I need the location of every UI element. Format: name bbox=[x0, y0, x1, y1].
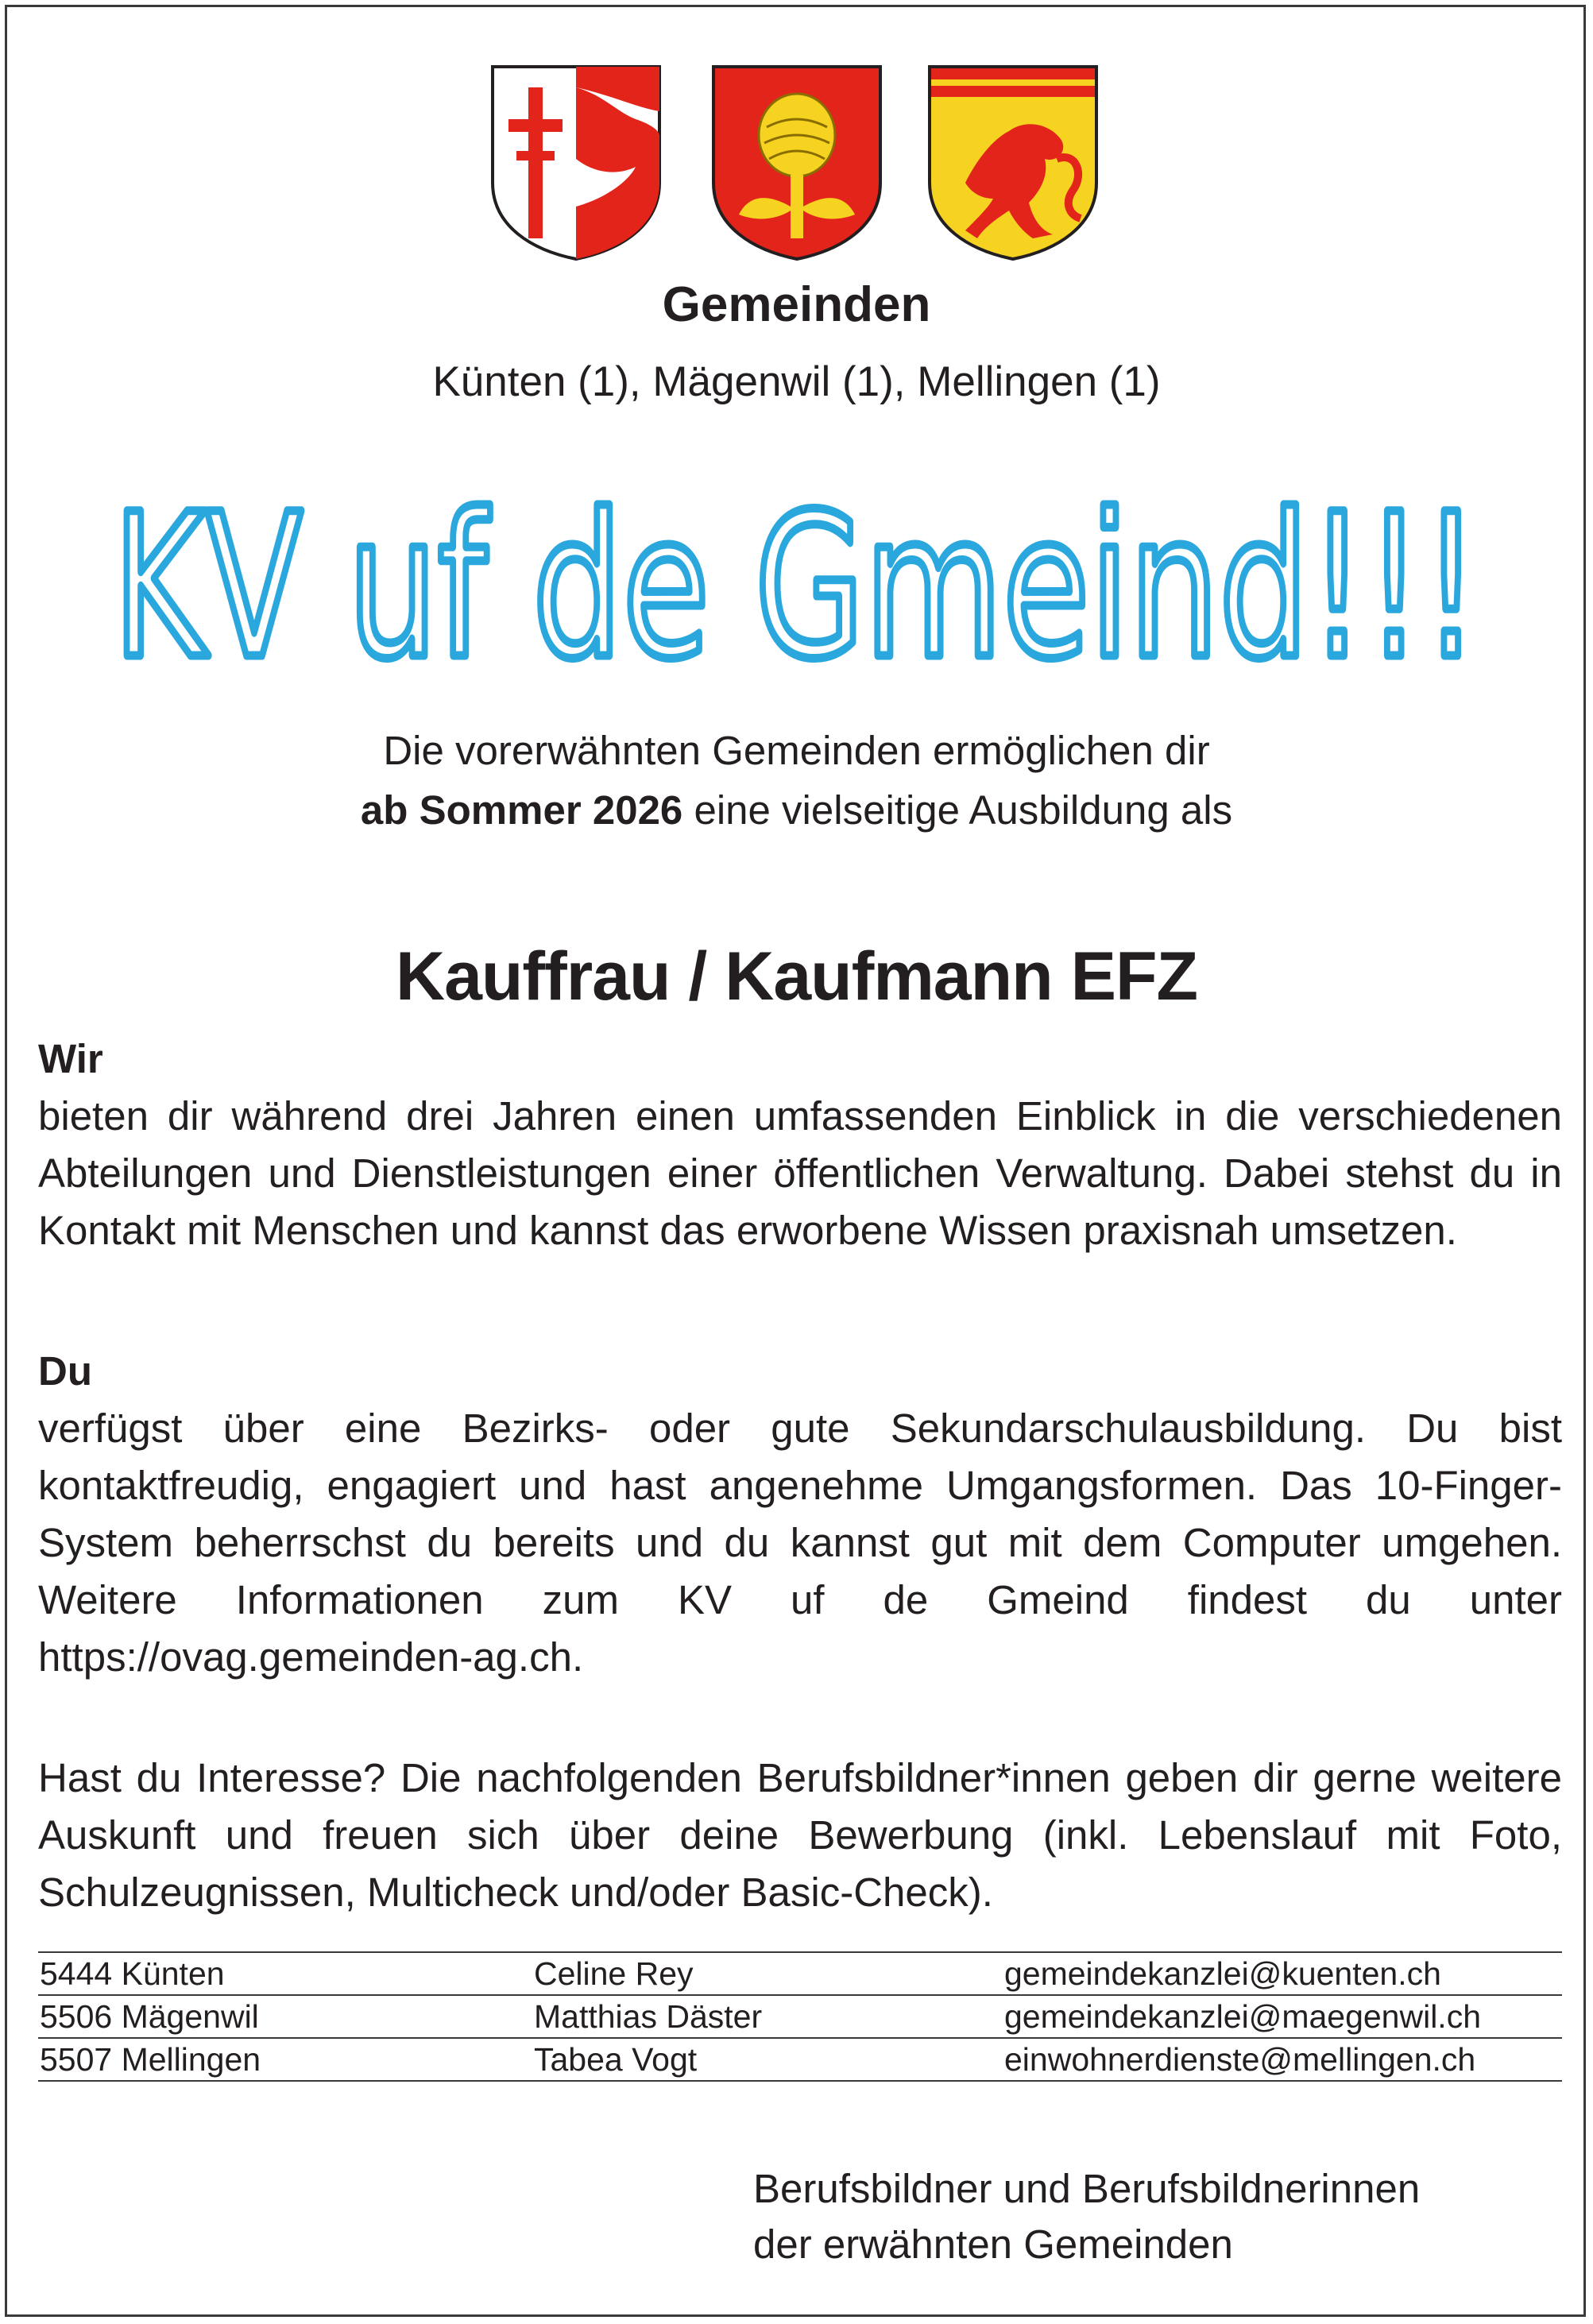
contact-name: Tabea Vogt bbox=[532, 2038, 1003, 2081]
section-du-text: verfügst über eine Bezirks- oder gute Sekundarschulausbildung. Du bist kontaktfreudig, engagiert und hast angenehme Umgangsformen. Das 10-Finger-System beherrschst du bereits und du kannst gut mit dem Computer umgehen. Weitere Informationen zum KV uf de Gmeind findest du unter https://ovag.gemeinden-ag.ch. bbox=[38, 1406, 1562, 1680]
contact-place: 5506 Mägenwil bbox=[38, 1995, 532, 2038]
contact-email[interactable]: gemeindekanzlei@kuenten.ch bbox=[1003, 1952, 1562, 1995]
signature bbox=[753, 2161, 1420, 2272]
signature-line-2: der erwähnten Gemeinden bbox=[753, 2222, 1233, 2267]
section-du-label: Du bbox=[38, 1348, 92, 1394]
intro-line-1: Die vorerwähnten Gemeinden ermöglichen dir bbox=[383, 728, 1210, 773]
contact-name: Matthias Däster bbox=[532, 1995, 1003, 2038]
interest-paragraph: Hast du Interesse? Die nachfolgenden Berufsbildner*innen geben dir gerne weitere Auskunft und freuen sich über deine Bewerbung (inkl. Lebenslauf mit Foto, Schulzeugnissen, Multicheck und/oder Basic-Check). bbox=[38, 1755, 1562, 1915]
table-row bbox=[38, 2038, 1562, 2081]
municipalities-list: Künten (1), Mägenwil (1), Mellingen (1) bbox=[432, 358, 1161, 405]
section-du bbox=[38, 1343, 1562, 1686]
contact-table bbox=[38, 1951, 1562, 2082]
municipalities-heading: Gemeinden bbox=[662, 277, 931, 332]
contact-place: 5507 Mellingen bbox=[38, 2038, 532, 2081]
kuenten-crest-icon bbox=[493, 67, 659, 259]
signature-line-1: Berufsbildner und Berufsbildnerinnen bbox=[753, 2166, 1421, 2211]
coat-of-arms-row bbox=[0, 64, 1593, 261]
intro-start-date: ab Sommer 2026 bbox=[360, 787, 683, 833]
section-wir-label: Wir bbox=[38, 1036, 103, 1081]
section-wir-text: bieten dir während drei Jahren einen umfassenden Einblick in die verschiedenen Abteilungen und Dienstleistungen einer öffentlichen Verwaltung. Dabei stehst du in Kontakt mit Menschen und kannst das erworbene Wissen praxisnah umsetzen. bbox=[38, 1093, 1562, 1253]
contact-email[interactable]: gemeindekanzlei@maegenwil.ch bbox=[1003, 1995, 1562, 2038]
job-title: Kauffrau / Kaufmann EFZ bbox=[395, 938, 1198, 1015]
kv-logo bbox=[0, 465, 1593, 687]
contact-place: 5444 Künten bbox=[38, 1952, 532, 1995]
intro-line-2-rest: eine vielseitige Ausbildung als bbox=[682, 787, 1233, 833]
intro-line-2 bbox=[0, 787, 1593, 833]
table-row bbox=[38, 1995, 1562, 2038]
contact-name: Celine Rey bbox=[532, 1952, 1003, 1995]
contact-email[interactable]: einwohnerdienste@mellingen.ch bbox=[1003, 2038, 1562, 2081]
kv-logo-text: KV uf de Gmeind!!! bbox=[113, 471, 1479, 687]
section-wir bbox=[38, 1031, 1562, 1259]
mellingen-crest-icon bbox=[930, 67, 1096, 259]
maegenwil-crest-icon bbox=[713, 67, 880, 259]
table-row bbox=[38, 1952, 1562, 1995]
